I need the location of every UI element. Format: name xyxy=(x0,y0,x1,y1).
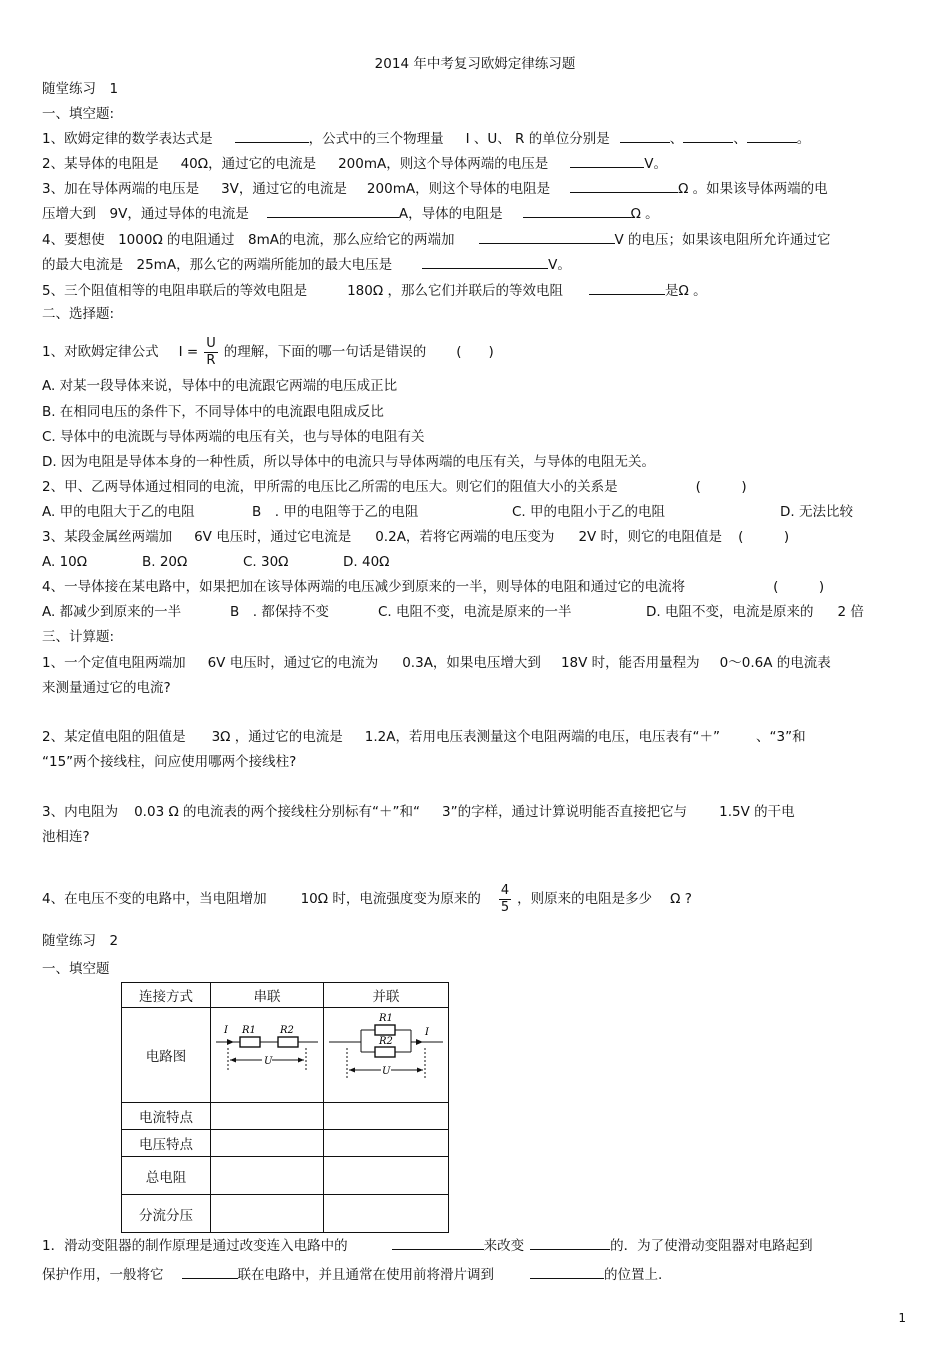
exercise-1-heading: 随堂练习 1 xyxy=(42,81,119,97)
answer-blank[interactable] xyxy=(422,255,548,269)
choice-question-3: 3、某段金属丝两端加 6V 电压时，通过它电流是 0.2A，若将它两端的电压变为 2V 时，则它的电阻值是 ( ) xyxy=(42,529,790,545)
calc-question-3-cont: 池相连? xyxy=(42,829,90,845)
parallel-circuit-cell xyxy=(324,1008,449,1103)
exercise-2-heading: 随堂练习 2 xyxy=(42,933,119,949)
choice-2-option-c[interactable]: C. 甲的电阻小于乙的电阻 xyxy=(512,504,666,520)
circuit-comparison-table xyxy=(121,982,449,1233)
answer-blank[interactable] xyxy=(267,204,399,218)
current-label: I xyxy=(425,1027,429,1038)
choice-question-2: 2、甲、乙两导体通过相同的电流，甲所需的电压比乙所需的电压大。则它们的阻值大小的关系是 ( ) xyxy=(42,479,747,495)
calc-question-2: 2、某定值电阻的阻值是 3Ω ，通过它的电流是 1.2A，若用电压表测量这个电阻两端的电压，电压表有“＋” 、“3”和 xyxy=(42,729,806,745)
choice-1-option-a[interactable]: A. 对某一段导体来说，导体中的电流跟它两端的电压成正比 xyxy=(42,378,398,394)
answer-blank[interactable] xyxy=(523,204,631,218)
choice-2-option-d[interactable]: D. 无法比较 xyxy=(780,504,853,520)
table-row xyxy=(122,1103,449,1130)
fill-question-3-cont: 压增大到 9V，通过导体的电流是 A，导体的电阻是 Ω 。 xyxy=(42,206,659,222)
fill-question-2: 2、某导体的电阻是 40Ω，通过它的电流是 200mA，则这个导体两端的电压是 V。 xyxy=(42,156,667,172)
calc-question-2-cont: “15”两个接线柱，问应使用哪两个接线柱? xyxy=(42,754,297,770)
table-row xyxy=(122,1008,449,1103)
answer-blank[interactable] xyxy=(683,129,733,143)
page-number: 1 xyxy=(898,1311,906,1325)
row-label: 总电阻 xyxy=(122,1157,211,1195)
calc-question-1: 1、一个定值电阻两端加 6V 电压时，通过它的电流为 0.3A，如果电压增大到 18V 时，能否用量程为 0～0.6A 的电流表 xyxy=(42,655,831,671)
answer-cell[interactable] xyxy=(324,1157,449,1195)
choice-4-option-a[interactable]: A. 都减少到原来的一半 xyxy=(42,604,182,620)
table-header-cell: 并联 xyxy=(324,983,449,1008)
row-label: 分流分压 xyxy=(122,1195,211,1233)
answer-blank[interactable] xyxy=(182,1265,238,1279)
answer-blank[interactable] xyxy=(530,1236,610,1250)
table-header-cell: 串联 xyxy=(211,983,324,1008)
r2-label: R2 xyxy=(379,1036,393,1047)
answer-blank[interactable] xyxy=(235,129,309,143)
parallel-circuit-diagram xyxy=(325,1008,447,1098)
row-label: 电流特点 xyxy=(122,1103,211,1130)
choice-4-option-c[interactable]: C. 电阻不变，电流是原来的一半 xyxy=(378,604,572,620)
choice-1-option-b[interactable]: B. 在相同电压的条件下，不同导体中的电流跟电阻成反比 xyxy=(42,404,384,420)
answer-blank[interactable] xyxy=(589,281,665,295)
current-label: I xyxy=(224,1025,228,1036)
table-row xyxy=(122,1157,449,1195)
choice-2-option-b[interactable]: B . 甲的电阻等于乙的电阻 xyxy=(252,504,419,520)
fill-question-3: 3、加在导体两端的电压是 3V，通过它的电流是 200mA，则这个导体的电阻是 Ω 。如果该导体两端的电 xyxy=(42,181,828,197)
page-title: 2014 年中考复习欧姆定律练习题 xyxy=(374,56,576,72)
answer-cell[interactable] xyxy=(211,1157,324,1195)
ex2-question-1-cont: 保护作用，一般将它 联在电路中，并且通常在使用前将滑片调到 的位置上. xyxy=(42,1267,663,1283)
choice-section-title: 二、选择题: xyxy=(42,306,115,322)
choice-question-1: 1、对欧姆定律公式 I = $\frac{U}{R}$ 的理解，下面的哪一句话是错误的 ( ) xyxy=(42,335,494,368)
four-fifths-fraction: $\frac{4}{5}$ xyxy=(500,882,510,915)
series-circuit-diagram xyxy=(212,1008,322,1098)
answer-cell[interactable] xyxy=(324,1103,449,1130)
calc-section-title: 三、计算题: xyxy=(42,629,115,645)
answer-blank[interactable] xyxy=(392,1236,484,1250)
answer-blank[interactable] xyxy=(747,129,797,143)
answer-blank[interactable] xyxy=(479,230,615,244)
choice-question-4: 4、一导体接在某电路中，如果把加在该导体两端的电压减少到原来的一半，则导体的电阻和通过它的电流将 ( ) xyxy=(42,579,825,595)
row-label: 电路图 xyxy=(122,1008,211,1103)
fill-section-title: 一、填空题: xyxy=(42,106,115,122)
ex2-fill-section-title: 一、填空题 xyxy=(42,961,110,977)
answer-cell[interactable] xyxy=(211,1103,324,1130)
series-circuit-cell xyxy=(211,1008,324,1103)
answer-blank[interactable] xyxy=(620,129,670,143)
calc-question-3: 3、内电阻为 0.03 Ω 的电流表的两个接线柱分别标有“＋”和“ 3”的字样，通过计算说明能否直接把它与 1.5V 的干电 xyxy=(42,804,795,820)
choice-3-option-d[interactable]: D. 40Ω xyxy=(343,554,390,570)
answer-cell[interactable] xyxy=(324,1130,449,1157)
answer-blank[interactable] xyxy=(570,154,644,168)
choice-3-option-a[interactable]: A. 10Ω xyxy=(42,554,88,570)
table-row xyxy=(122,1130,449,1157)
ohm-law-fraction: $\frac{U}{R}$ xyxy=(206,335,216,368)
choice-3-option-b[interactable]: B. 20Ω xyxy=(142,554,188,570)
choice-1-option-d[interactable]: D. 因为电阻是导体本身的一种性质，所以导体中的电流只与导体两端的电压有关，与导体的电阻无关。 xyxy=(42,454,655,470)
fill-question-4: 4、要想使 1000Ω 的电阻通过 8mA的电流，那么应给它的两端加 V 的电压；如果该电阻所允许通过它 xyxy=(42,232,831,248)
answer-cell[interactable] xyxy=(211,1195,324,1233)
answer-blank[interactable] xyxy=(570,179,678,193)
choice-1-option-c[interactable]: C. 导体中的电流既与导体两端的电压有关，也与导体的电阻有关 xyxy=(42,429,425,445)
voltage-label: U xyxy=(264,1056,273,1067)
fill-question-5: 5、三个阻值相等的电阻串联后的等效电阻是 180Ω ，那么它们并联后的等效电阻 是Ω 。 xyxy=(42,283,707,299)
voltage-label: U xyxy=(382,1066,391,1077)
table-header-row xyxy=(122,983,449,1008)
r1-label: R1 xyxy=(242,1025,256,1036)
row-label: 电压特点 xyxy=(122,1130,211,1157)
choice-3-option-c[interactable]: C. 30Ω xyxy=(243,554,289,570)
answer-cell[interactable] xyxy=(211,1130,324,1157)
ex2-question-1: 1．滑动变阻器的制作原理是通过改变连入电路中的 来改变 的．为了使滑动变阻器对电路起到 xyxy=(42,1238,813,1254)
table-row xyxy=(122,1195,449,1233)
table-header-cell: 连接方式 xyxy=(122,983,211,1008)
choice-4-option-d[interactable]: D. 电阻不变，电流是原来的 2 倍 xyxy=(646,604,864,620)
r1-label: R1 xyxy=(379,1013,393,1024)
calc-question-4: 4、在电压不变的电路中，当电阻增加 10Ω 时，电流强度变为原来的 $\frac{4}{5}$ ，则原来的电阻是多少 Ω ? xyxy=(42,882,692,915)
fill-question-1: 1、欧姆定律的数学表达式是 ，公式中的三个物理量 I 、U、 R 的单位分别是 、 、 。 xyxy=(42,131,811,147)
choice-2-option-a[interactable]: A. 甲的电阻大于乙的电阻 xyxy=(42,504,195,520)
answer-blank[interactable] xyxy=(530,1265,604,1279)
answer-cell[interactable] xyxy=(324,1195,449,1233)
choice-4-option-b[interactable]: B . 都保持不变 xyxy=(230,604,329,620)
r2-label: R2 xyxy=(280,1025,294,1036)
formula-left: I = xyxy=(178,344,199,360)
fill-question-4-cont: 的最大电流是 25mA，那么它的两端所能加的最大电压是 V。 xyxy=(42,257,571,273)
calc-question-1-cont: 来测量通过它的电流? xyxy=(42,680,171,696)
